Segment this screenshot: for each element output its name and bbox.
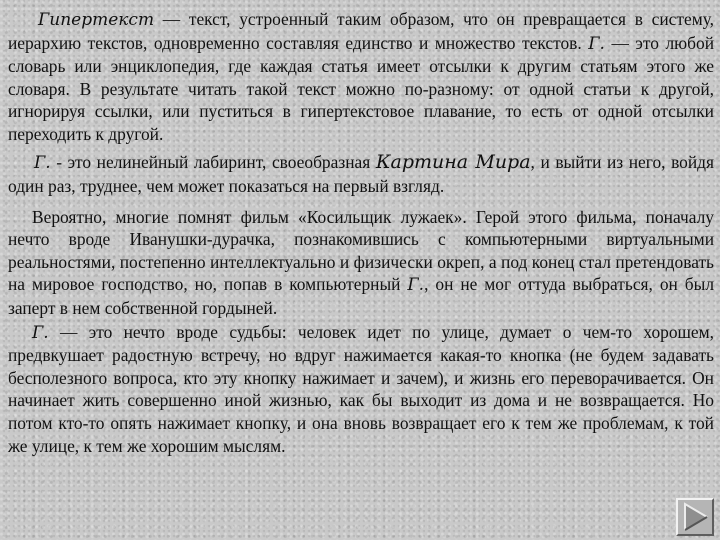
paragraph-film [8,206,714,320]
slide-body [8,8,714,540]
paragraph-fate [8,321,714,458]
next-slide-button[interactable] [676,498,714,536]
term-hypertext: Гипертекст [38,10,155,30]
labyrinth-text: - это нелинейный лабиринт, своеобразная [50,151,376,172]
labyrinth-text-cont: , и выйти из него, войдя один раз, труднее, чем может показаться на первый взгляд. [8,151,715,197]
term-abbrev: Г. [407,275,425,296]
definition-text-cont: — это любой словарь или энциклопедия, где каждая статья имеет отсылки к другим статьям этого же словаря. В результате читать такой текст можно по-разному: от одной статьи к другой, игнорируя ссылки, или пуститься в гипертекстовое плавание, то есть от одной отсылки переходить к другой. [8,32,715,144]
film-text-cont: , он не мог оттуда выбраться, он был заперт в нем собственной гордыней. [8,274,714,318]
paragraph-labyrinth [8,151,714,199]
term-abbrev: Г. [32,322,49,343]
fate-text: — это нечто вроде судьбы: человек идет по улице, думает о чем-то хорошем, предвкушает радостную встречу, но вдруг нажимается какая-то кнопка (не будем задавать бесполезного вопроса, кто эту кнопку нажимает и зачем), и жизнь его переворачивается. Он начинает жить совершенно иной жизнью, как бы выходит из дома и не возвращается. Но потом кто-то опять нажимает кнопку, и она вновь возвращает его к тем же проблемам, к той же улице, к тем же хорошим мыслям. [8,321,714,456]
term-abbrev: Г. [34,152,51,173]
term-abbrev: Г. [588,33,605,54]
definition-text: — текст, устроенный таким образом, что он превращается в систему, иерархию текстов, одновременно составляя единство и множество текстов. [8,9,714,53]
paragraph-definition [8,8,714,146]
term-world-picture: Картина Мира [375,150,531,173]
play-triangle-icon [678,500,712,534]
film-text: Вероятно, многие помнят фильм «Косильщик лужаек». Герой этого фильма, поначалу нечто вроде Иванушки-дурачка, познакомившись с компьютерными виртуальными реальностями, постепенно интеллектуально и физически окреп, а под конец стал претендовать на мировое господство, но, попав в компьютерный [8,206,714,295]
